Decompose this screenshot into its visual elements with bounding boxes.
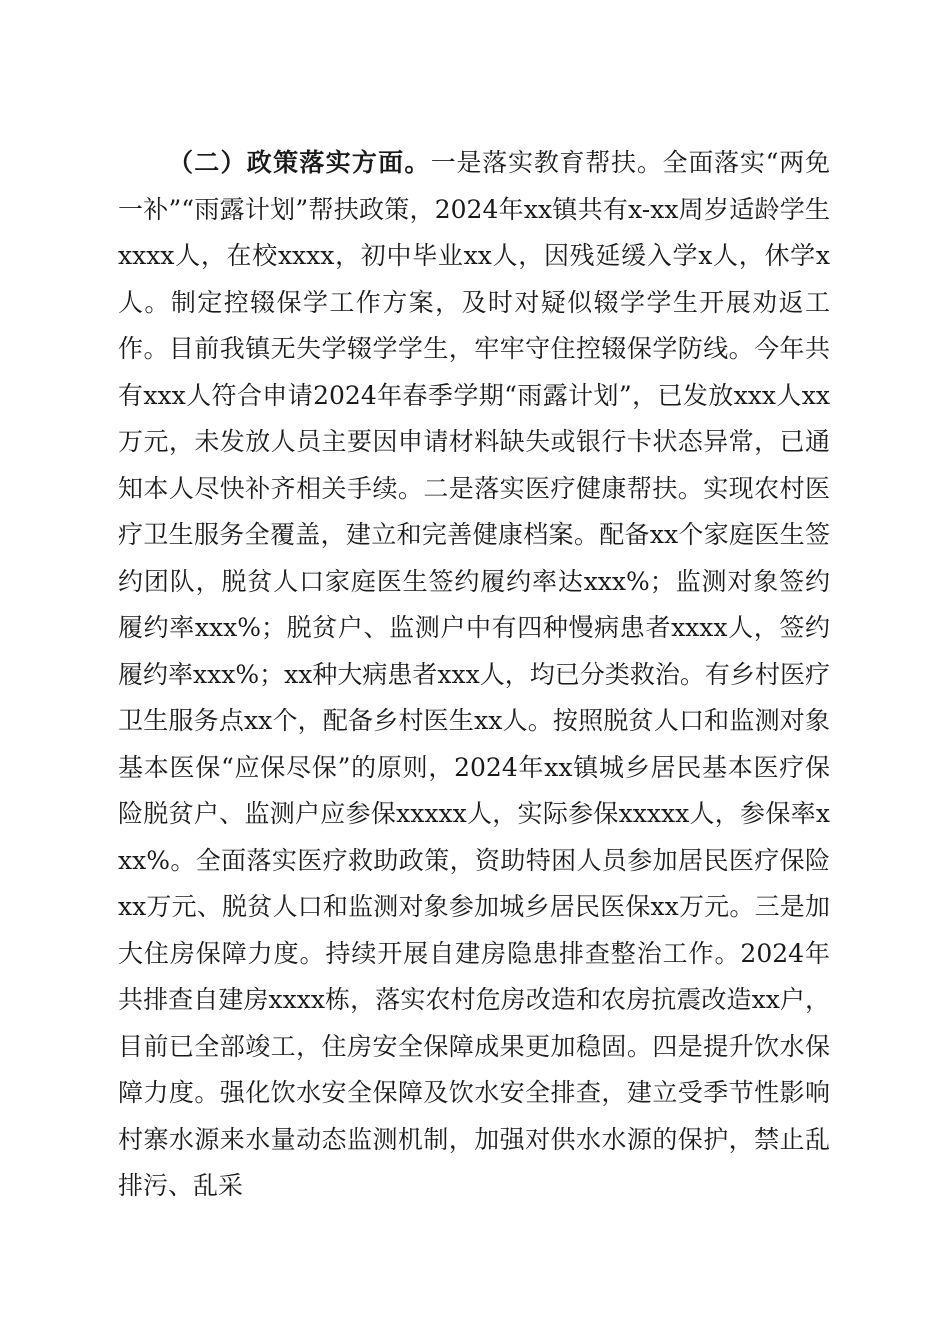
policy-paragraph — [118, 140, 830, 1210]
section-heading-run: （二）政策落实方面。 — [168, 148, 431, 177]
paragraph-body: 一是落实教育帮扶。全面落实“两免一补”“雨露计划”帮扶政策，2024年xx镇共有x-xx周岁适龄学生xxxx人，在校xxxx，初中毕业xx人，因残延缓入学x人，休学x人。制定控辍保学工作方案，及时对疑似辍学学生开展劝返工作。目前我镇无失学辍学学生，牢牢守住控辍保学防线。今年共有xxx人符合申请2024年春季学期“雨露计划”，已发放xxx人xx万元，未发放人员主要因申请材料缺失或银行卡状态异常，已通知本人尽快补齐相关手续。二是落实医疗健康帮扶。实现农村医疗卫生服务全覆盖，建立和完善健康档案。配备xx个家庭医生签约团队，脱贫人口家庭医生签约履约率达xxx%；监测对象签约履约率xxx%；脱贫户、监测户中有四种慢病患者xxxx人，签约履约率xxx%；xx种大病患者xxx人，均已分类救治。有乡村医疗卫生服务点xx个，配备乡村医生xx人。按照脱贫人口和监测对象基本医保“应保尽保”的原则，2024年xx镇城乡居民基本医疗保险脱贫户、监测户应参保xxxxx人，实际参保xxxxx人，参保率xxx%。全面落实医疗救助政策，资助特困人员参加居民医疗保险xx万元、脱贫人口和监测对象参加城乡居民医保xx万元。三是加大住房保障力度。持续开展自建房隐患排查整治工作。2024年共排查自建房xxxx栋，落实农村危房改造和农房抗震改造xx户，目前已全部竣工，住房安全保障成果更加稳固。四是提升饮水保障力度。强化饮水安全保障及饮水安全排查，建立受季节性影响村寨水源来水量动态监测机制，加强对供水水源的保护，禁止乱排污、乱采 — [118, 148, 830, 1200]
